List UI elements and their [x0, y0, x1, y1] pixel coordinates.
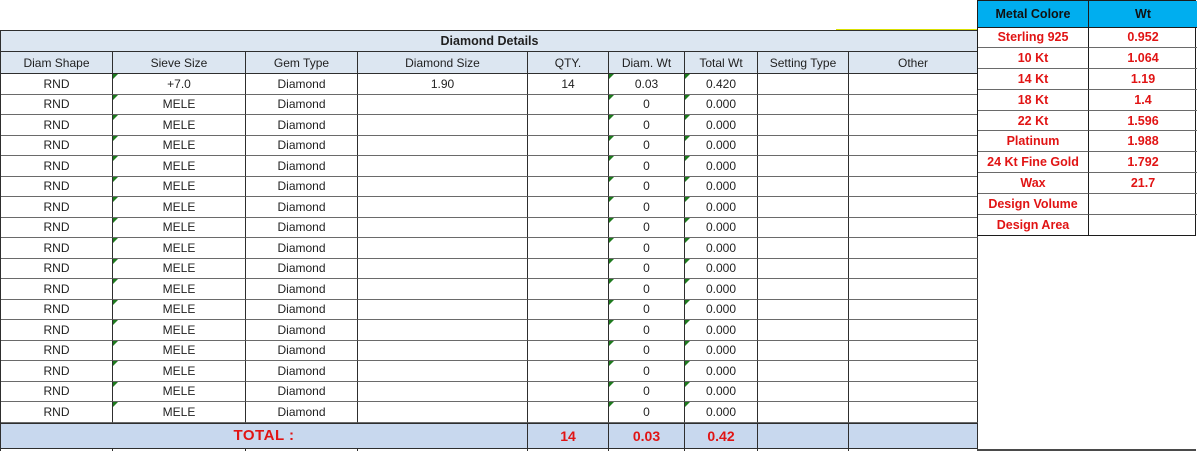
data-cell[interactable] — [528, 300, 609, 321]
metal-table-row — [978, 152, 1195, 173]
data-cell[interactable] — [528, 197, 609, 218]
data-cell[interactable] — [358, 382, 528, 403]
data-cell[interactable] — [758, 156, 849, 177]
data-cell[interactable] — [849, 218, 978, 239]
metal-weight-table — [977, 0, 1196, 236]
table-row — [1, 259, 978, 280]
data-cell[interactable]: Diamond — [246, 197, 358, 218]
cell-error-triangle-icon — [685, 74, 690, 79]
data-cell[interactable]: Diamond — [246, 402, 358, 423]
column-header[interactable]: Gem Type — [246, 52, 358, 74]
data-cell[interactable]: RND — [1, 197, 113, 218]
cell-error-triangle-icon — [113, 402, 118, 407]
data-cell[interactable] — [358, 300, 528, 321]
data-cell[interactable]: Diamond — [246, 218, 358, 239]
metal-name-cell[interactable]: Platinum — [978, 131, 1089, 152]
data-cell[interactable] — [528, 177, 609, 198]
data-cell[interactable] — [849, 74, 978, 95]
data-cell[interactable]: 0.000 — [685, 300, 758, 321]
data-cell[interactable]: Diamond — [246, 382, 358, 403]
data-cell[interactable] — [358, 320, 528, 341]
cell-error-triangle-icon — [609, 300, 614, 305]
cell-error-triangle-icon — [685, 177, 690, 182]
cell-error-triangle-icon — [685, 197, 690, 202]
diamond-table-title-row — [1, 31, 978, 52]
cell-error-triangle-icon — [685, 259, 690, 264]
data-cell[interactable]: Diamond — [246, 259, 358, 280]
cell-error-triangle-icon — [113, 238, 118, 243]
data-cell[interactable] — [358, 136, 528, 157]
data-cell[interactable]: Diamond — [246, 238, 358, 259]
data-cell[interactable] — [528, 156, 609, 177]
data-cell[interactable] — [358, 279, 528, 300]
data-cell[interactable] — [849, 95, 978, 116]
data-cell[interactable]: 0 — [609, 95, 685, 116]
metal-table-row — [978, 90, 1195, 111]
table-row — [1, 156, 978, 177]
metal-weight-cell[interactable]: 1.4 — [1089, 90, 1197, 111]
total-qty[interactable]: 14 — [528, 423, 609, 449]
column-header[interactable]: Sieve Size — [113, 52, 246, 74]
cell-error-triangle-icon — [113, 259, 118, 264]
data-cell[interactable]: 0 — [609, 259, 685, 280]
data-cell[interactable] — [758, 197, 849, 218]
data-cell[interactable]: 0 — [609, 218, 685, 239]
metal-table-row — [978, 194, 1195, 215]
data-cell[interactable]: MELE — [113, 115, 246, 136]
total-other[interactable] — [849, 423, 978, 449]
data-cell[interactable]: 0 — [609, 341, 685, 362]
table-row — [1, 300, 978, 321]
cell-error-triangle-icon — [113, 218, 118, 223]
data-cell[interactable] — [528, 218, 609, 239]
cell-error-triangle-icon — [113, 115, 118, 120]
total-total-wt[interactable]: 0.42 — [685, 423, 758, 449]
table-row — [1, 218, 978, 239]
data-cell[interactable]: 0 — [609, 136, 685, 157]
column-header[interactable]: Diamond Size — [358, 52, 528, 74]
data-cell[interactable]: 0 — [609, 177, 685, 198]
data-cell[interactable]: 0.000 — [685, 238, 758, 259]
column-header[interactable]: QTY. — [528, 52, 609, 74]
data-cell[interactable] — [528, 361, 609, 382]
data-cell[interactable] — [358, 361, 528, 382]
data-cell[interactable] — [758, 382, 849, 403]
cell-error-triangle-icon — [113, 95, 118, 100]
data-cell[interactable]: 0.000 — [685, 341, 758, 362]
column-header[interactable]: Diam. Wt — [609, 52, 685, 74]
data-cell[interactable]: RND — [1, 156, 113, 177]
data-cell[interactable]: 0.000 — [685, 320, 758, 341]
cell-error-triangle-icon — [609, 402, 614, 407]
cell-error-triangle-icon — [113, 156, 118, 161]
data-cell[interactable] — [849, 177, 978, 198]
data-cell[interactable] — [358, 156, 528, 177]
table-row — [1, 341, 978, 362]
data-cell[interactable]: RND — [1, 136, 113, 157]
metal-table-row — [978, 69, 1195, 90]
total-diam-wt[interactable]: 0.03 — [609, 423, 685, 449]
data-cell[interactable]: Diamond — [246, 136, 358, 157]
table-row — [1, 95, 978, 116]
cell-error-triangle-icon — [685, 218, 690, 223]
data-cell[interactable] — [849, 197, 978, 218]
data-cell[interactable]: Diamond — [246, 156, 358, 177]
cell-error-triangle-icon — [685, 238, 690, 243]
data-cell[interactable] — [849, 320, 978, 341]
metal-name-cell[interactable]: Design Area — [978, 215, 1089, 236]
metal-weight-cell[interactable]: 1.988 — [1089, 131, 1197, 152]
column-header[interactable]: Diam Shape — [1, 52, 113, 74]
cell-error-triangle-icon — [685, 382, 690, 387]
metal-name-cell[interactable]: 10 Kt — [978, 48, 1089, 69]
cell-error-triangle-icon — [685, 115, 690, 120]
data-cell[interactable]: RND — [1, 300, 113, 321]
data-cell[interactable]: 0 — [609, 361, 685, 382]
cell-error-triangle-icon — [685, 156, 690, 161]
data-cell[interactable] — [528, 115, 609, 136]
metal-name-cell[interactable]: 14 Kt — [978, 69, 1089, 90]
data-cell[interactable] — [849, 402, 978, 423]
cell-error-triangle-icon — [685, 402, 690, 407]
cell-error-triangle-icon — [609, 279, 614, 284]
cell-error-triangle-icon — [609, 320, 614, 325]
table-row — [1, 382, 978, 403]
cell-error-triangle-icon — [609, 136, 614, 141]
cell-error-triangle-icon — [113, 341, 118, 346]
data-cell[interactable]: MELE — [113, 136, 246, 157]
data-cell[interactable] — [758, 177, 849, 198]
data-cell[interactable] — [758, 361, 849, 382]
data-cell[interactable]: 0.000 — [685, 177, 758, 198]
data-cell[interactable] — [758, 341, 849, 362]
data-cell[interactable] — [758, 238, 849, 259]
cell-error-triangle-icon — [609, 341, 614, 346]
data-cell[interactable]: MELE — [113, 300, 246, 321]
data-cell[interactable]: MELE — [113, 279, 246, 300]
data-cell[interactable] — [528, 279, 609, 300]
data-cell[interactable]: 1.90 — [358, 74, 528, 95]
table-row — [1, 361, 978, 382]
metal-table-bottom-gridline — [977, 449, 1196, 451]
metal-table-row — [978, 173, 1195, 194]
cell-error-triangle-icon — [609, 74, 614, 79]
data-cell[interactable]: RND — [1, 95, 113, 116]
data-cell[interactable]: Diamond — [246, 341, 358, 362]
metal-table-body — [978, 28, 1195, 236]
metal-table-row — [978, 215, 1195, 236]
data-cell[interactable]: RND — [1, 279, 113, 300]
data-cell[interactable]: MELE — [113, 177, 246, 198]
metal-weight-cell[interactable]: 21.7 — [1089, 173, 1197, 194]
cell-error-triangle-icon — [113, 197, 118, 202]
metal-name-cell[interactable]: Sterling 925 — [978, 28, 1089, 49]
data-cell[interactable]: 0.000 — [685, 259, 758, 280]
table-row — [1, 238, 978, 259]
data-cell[interactable]: RND — [1, 115, 113, 136]
metal-table-row — [978, 131, 1195, 152]
metal-name-cell[interactable]: 18 Kt — [978, 90, 1089, 111]
total-setting-type[interactable] — [758, 423, 849, 449]
data-cell[interactable]: MELE — [113, 341, 246, 362]
data-cell[interactable]: RND — [1, 238, 113, 259]
diamond-table-total-row — [1, 423, 978, 449]
table-row — [1, 115, 978, 136]
cell-error-triangle-icon — [609, 259, 614, 264]
cell-error-triangle-icon — [609, 382, 614, 387]
data-cell[interactable] — [758, 115, 849, 136]
diamond-table-body — [1, 74, 978, 423]
data-cell[interactable] — [358, 402, 528, 423]
table-row — [1, 197, 978, 218]
data-cell[interactable] — [358, 238, 528, 259]
data-cell[interactable] — [849, 341, 978, 362]
column-header[interactable]: Other — [849, 52, 978, 74]
data-cell[interactable]: RND — [1, 74, 113, 95]
data-cell[interactable]: RND — [1, 341, 113, 362]
data-cell[interactable] — [758, 300, 849, 321]
data-cell[interactable]: Diamond — [246, 177, 358, 198]
data-cell[interactable] — [358, 218, 528, 239]
data-cell[interactable] — [758, 74, 849, 95]
metal-name-cell[interactable]: 22 Kt — [978, 111, 1089, 132]
data-cell[interactable]: Diamond — [246, 361, 358, 382]
cell-error-triangle-icon — [113, 279, 118, 284]
metal-table-header-row — [978, 1, 1195, 28]
cell-error-triangle-icon — [685, 95, 690, 100]
diamond-table-title: Diamond Details — [1, 31, 979, 52]
cell-error-triangle-icon — [113, 136, 118, 141]
data-cell[interactable]: 14 — [528, 74, 609, 95]
metal-column-header[interactable]: Wt — [1089, 1, 1197, 28]
data-cell[interactable]: 0 — [609, 156, 685, 177]
data-cell[interactable]: 0 — [609, 279, 685, 300]
cell-error-triangle-icon — [685, 300, 690, 305]
metal-weight-cell[interactable] — [1089, 194, 1197, 215]
data-cell[interactable]: RND — [1, 361, 113, 382]
data-cell[interactable] — [849, 115, 978, 136]
data-cell[interactable]: Diamond — [246, 300, 358, 321]
data-cell[interactable] — [758, 95, 849, 116]
data-cell[interactable]: RND — [1, 320, 113, 341]
cell-error-triangle-icon — [113, 382, 118, 387]
data-cell[interactable]: 0.000 — [685, 361, 758, 382]
column-header[interactable]: Setting Type — [758, 52, 849, 74]
data-cell[interactable] — [358, 341, 528, 362]
total-label[interactable]: TOTAL : — [1, 423, 528, 449]
cell-error-triangle-icon — [685, 361, 690, 366]
cell-error-triangle-icon — [609, 218, 614, 223]
data-cell[interactable]: MELE — [113, 218, 246, 239]
data-cell[interactable] — [849, 259, 978, 280]
data-cell[interactable]: 0.000 — [685, 197, 758, 218]
metal-weight-cell[interactable]: 1.596 — [1089, 111, 1197, 132]
data-cell[interactable]: 0.000 — [685, 279, 758, 300]
data-cell[interactable] — [528, 402, 609, 423]
metal-column-header[interactable]: Metal Colore — [978, 1, 1089, 28]
data-cell[interactable]: Diamond — [246, 74, 358, 95]
column-header[interactable]: Total Wt — [685, 52, 758, 74]
metal-weight-cell[interactable]: 1.19 — [1089, 69, 1197, 90]
data-cell[interactable] — [358, 177, 528, 198]
cell-error-triangle-icon — [609, 95, 614, 100]
data-cell[interactable] — [528, 341, 609, 362]
metal-name-cell[interactable]: Wax — [978, 173, 1089, 194]
table-row — [1, 320, 978, 341]
data-cell[interactable]: RND — [1, 382, 113, 403]
metal-weight-cell[interactable]: 0.952 — [1089, 28, 1197, 49]
data-cell[interactable]: Diamond — [246, 279, 358, 300]
data-cell[interactable]: RND — [1, 218, 113, 239]
data-cell[interactable]: 0.000 — [685, 382, 758, 403]
cell-error-triangle-icon — [685, 320, 690, 325]
data-cell[interactable] — [358, 95, 528, 116]
data-cell[interactable]: Diamond — [246, 115, 358, 136]
data-cell[interactable]: MELE — [113, 238, 246, 259]
data-cell[interactable]: +7.0 — [113, 74, 246, 95]
data-cell[interactable]: RND — [1, 402, 113, 423]
data-cell[interactable]: MELE — [113, 382, 246, 403]
data-cell[interactable]: 0.420 — [685, 74, 758, 95]
data-cell[interactable]: 0.000 — [685, 115, 758, 136]
data-cell[interactable]: 0.000 — [685, 218, 758, 239]
data-cell[interactable] — [849, 279, 978, 300]
metal-name-cell[interactable]: Design Volume — [978, 194, 1089, 215]
cell-error-triangle-icon — [685, 341, 690, 346]
data-cell[interactable] — [528, 136, 609, 157]
diamond-table-header-row — [1, 52, 978, 74]
data-cell[interactable]: MELE — [113, 197, 246, 218]
data-cell[interactable]: 0.000 — [685, 136, 758, 157]
data-cell[interactable] — [528, 320, 609, 341]
data-cell[interactable]: 0 — [609, 320, 685, 341]
data-cell[interactable]: RND — [1, 177, 113, 198]
cell-error-triangle-icon — [113, 320, 118, 325]
data-cell[interactable] — [758, 259, 849, 280]
data-cell[interactable] — [849, 156, 978, 177]
cell-error-triangle-icon — [113, 361, 118, 366]
data-cell[interactable] — [358, 259, 528, 280]
cell-error-triangle-icon — [609, 361, 614, 366]
cell-error-triangle-icon — [113, 74, 118, 79]
data-cell[interactable] — [849, 300, 978, 321]
data-cell[interactable] — [758, 136, 849, 157]
cell-error-triangle-icon — [609, 238, 614, 243]
data-cell[interactable] — [528, 95, 609, 116]
data-cell[interactable]: 0 — [609, 197, 685, 218]
data-cell[interactable]: 0.000 — [685, 156, 758, 177]
data-cell[interactable] — [849, 361, 978, 382]
data-cell[interactable] — [528, 259, 609, 280]
data-cell[interactable] — [849, 136, 978, 157]
table-row — [1, 136, 978, 157]
data-cell[interactable] — [358, 115, 528, 136]
metal-name-cell[interactable]: 24 Kt Fine Gold — [978, 152, 1089, 173]
data-cell[interactable] — [758, 279, 849, 300]
cell-error-triangle-icon — [609, 156, 614, 161]
table-row — [1, 279, 978, 300]
data-cell[interactable]: Diamond — [246, 95, 358, 116]
table-row — [1, 74, 978, 95]
metal-weight-cell[interactable]: 1.064 — [1089, 48, 1197, 69]
data-cell[interactable]: Diamond — [246, 320, 358, 341]
data-cell[interactable] — [528, 382, 609, 403]
data-cell[interactable] — [758, 218, 849, 239]
data-cell[interactable]: MELE — [113, 320, 246, 341]
data-cell[interactable] — [758, 402, 849, 423]
cell-error-triangle-icon — [113, 177, 118, 182]
cell-error-triangle-icon — [113, 300, 118, 305]
data-cell[interactable]: 0 — [609, 300, 685, 321]
data-cell[interactable] — [528, 238, 609, 259]
metal-table-row — [978, 28, 1195, 49]
data-cell[interactable]: 0.000 — [685, 402, 758, 423]
data-cell[interactable]: 0 — [609, 238, 685, 259]
diamond-details-table — [0, 30, 978, 451]
data-cell[interactable]: MELE — [113, 402, 246, 423]
data-cell[interactable]: 0.03 — [609, 74, 685, 95]
cell-error-triangle-icon — [609, 197, 614, 202]
data-cell[interactable] — [849, 382, 978, 403]
table-row — [1, 402, 978, 423]
cell-error-triangle-icon — [609, 177, 614, 182]
metal-table-row — [978, 111, 1195, 132]
cell-error-triangle-icon — [609, 115, 614, 120]
data-cell[interactable]: 0.000 — [685, 95, 758, 116]
data-cell[interactable]: RND — [1, 259, 113, 280]
data-cell[interactable] — [849, 238, 978, 259]
data-cell[interactable]: 0 — [609, 402, 685, 423]
data-cell[interactable] — [758, 320, 849, 341]
cell-error-triangle-icon — [685, 279, 690, 284]
cell-error-triangle-icon — [685, 136, 690, 141]
metal-weight-cell[interactable]: 1.792 — [1089, 152, 1197, 173]
data-cell[interactable]: MELE — [113, 156, 246, 177]
data-cell[interactable]: MELE — [113, 361, 246, 382]
data-cell[interactable] — [358, 197, 528, 218]
metal-table-row — [978, 48, 1195, 69]
data-cell[interactable]: MELE — [113, 95, 246, 116]
metal-weight-cell[interactable] — [1089, 215, 1197, 236]
data-cell[interactable]: 0 — [609, 382, 685, 403]
data-cell[interactable]: MELE — [113, 259, 246, 280]
data-cell[interactable]: 0 — [609, 115, 685, 136]
table-row — [1, 177, 978, 198]
